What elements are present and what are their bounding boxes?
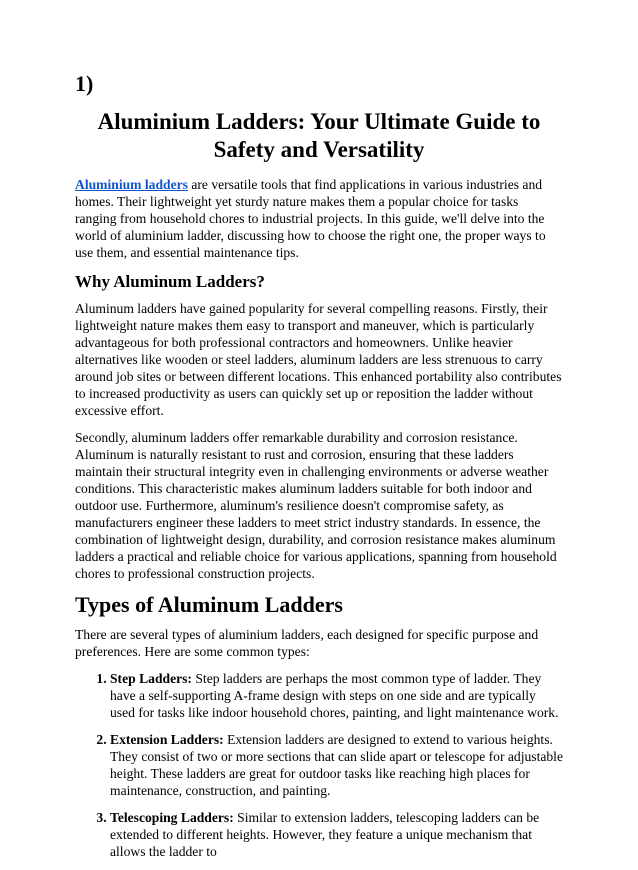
list-item-term: Telescoping Ladders: (110, 810, 234, 825)
types-list (75, 670, 563, 860)
types-heading: Types of Aluminum Ladders (75, 592, 343, 617)
why-paragraph-2: Secondly, aluminum ladders offer remarkable durability and corrosion resistance. Aluminum is naturally resistant to rust and corrosion, ensuring that these ladders maintain their structural integrity even in challenging environments or adverse weather conditions. This characteristic makes aluminum ladders suitable for both indoor and outdoor use. Furthermore, aluminum's resilience doesn't compromise safety, as manufacturers engineer these ladders to meet strict industry standards. In essence, the combination of lightweight design, durability, and corrosion resistance makes aluminum ladders a practical and reliable choice for various applications, spanning from household chores to professional construction projects. (75, 430, 557, 581)
page-title: Aluminium Ladders: Your Ultimate Guide to Safety and Versatility (97, 109, 541, 162)
intro-text: are versatile tools that find applications in various industries and homes. Their lightweight yet sturdy nature makes them a popular choice for tasks ranging from household chores to industrial projects. In this guide, we'll delve into the world of aluminium ladder, discussing how to choose the right one, the proper ways to use them, and essential maintenance tips. (75, 177, 546, 260)
heading-number: 1) (75, 71, 94, 96)
types-intro: There are several types of aluminium ladders, each designed for specific purpose and preferences. Here are some common types: (75, 627, 539, 659)
why-paragraph-1: Aluminum ladders have gained popularity for several compelling reasons. Firstly, their lightweight nature makes them easy to transport and maneuver, which is particularly advantageous for both professional contractors and homeowners. Unlike heavier alternatives like wooden or steel ladders, aluminum ladders are less strenuous to carry around job sites or between different locations. This enhanced portability also contributes to increased productivity as users can quickly set up or reposition the ladder without excessive effort. (75, 301, 562, 418)
aluminium-ladders-link[interactable]: Aluminium ladders (75, 177, 188, 192)
list-item-term: Step Ladders: (110, 671, 192, 686)
list-item (110, 809, 563, 860)
document-page (75, 70, 563, 870)
list-item-text: Extension ladders are designed to extend to various heights. They consist of two or more sections that can slide apart or telescope for adjustable height. These ladders are great for outdoor tasks like reaching high places for maintenance, construction, and painting. (110, 732, 563, 798)
list-item (110, 670, 563, 721)
intro-paragraph (75, 176, 563, 261)
list-item-term: Extension Ladders: (110, 732, 224, 747)
list-item-text: Step ladders are perhaps the most common type of ladder. They have a self-supporting A-frame design with steps on one side and are typically used for tasks like indoor household chores, painting, and light maintenance work. (110, 671, 559, 720)
why-heading: Why Aluminum Ladders? (75, 272, 265, 291)
list-item-text: Similar to extension ladders, telescoping ladders can be extended to different heights. However, they feature a unique mechanism that allows the ladder to (110, 810, 540, 859)
list-item (110, 731, 563, 799)
